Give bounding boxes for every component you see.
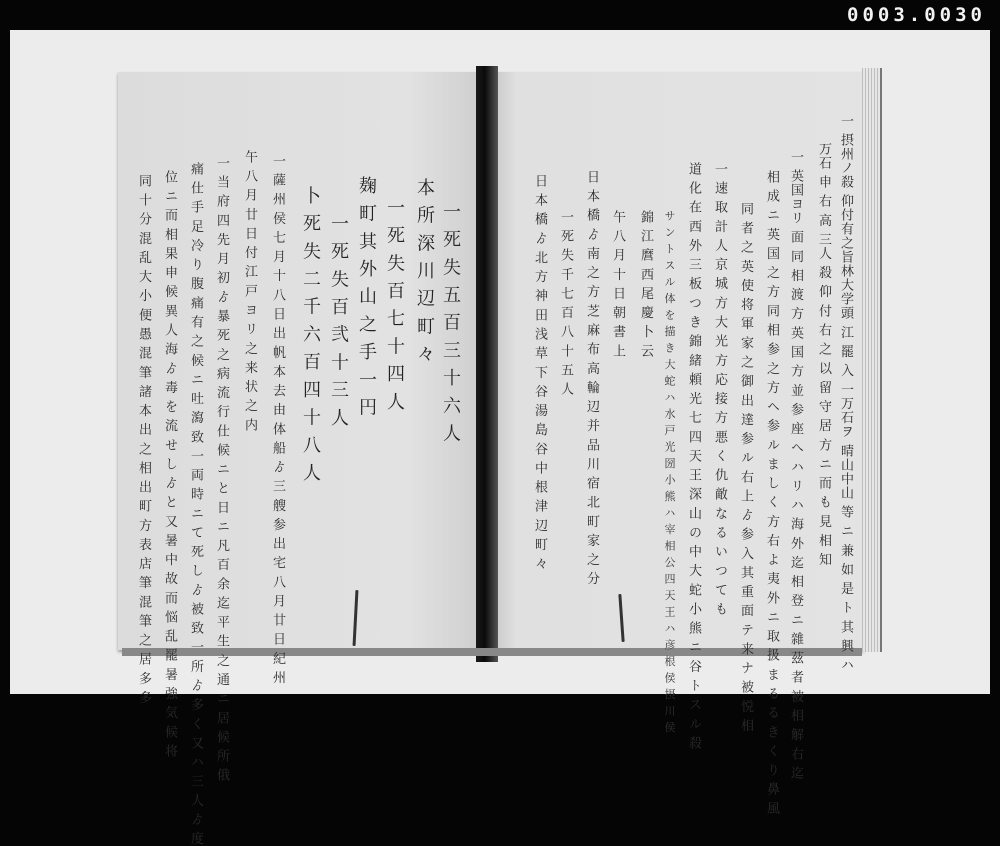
- left-text-column: 同 十 分 混 乱 大 小 便 愚 混 筆 諸 本 出 之 相 出 町 方 表 店 筆 混 筆 之 居 多 多: [136, 174, 151, 705]
- right-text-column: 道 化 在 西 外 三 板 つ き 錦 緒 頼 光 七 四 天 王 深 山 の 中 大 蛇 小 熊 ニ 谷 ト ス ル 殺: [686, 162, 701, 750]
- right-text-column: 日 本 橋 ゟ 南 之 方 芝 麻 布 高 輪 辺 并 品 川 宿 北 町 家 之 分: [584, 170, 599, 586]
- left-text-column: 午 八 月 廿 日 付 江 戸 ヨ リ 之 来 状 之 内: [242, 150, 257, 432]
- page-stack-edge: [862, 68, 882, 652]
- right-text-column: 一 死 失 千 七 百 八 十 五 人: [558, 210, 573, 397]
- left-text-column: 一 死 失 五 百 三 十 六 人: [440, 202, 461, 444]
- open-book: [118, 62, 886, 846]
- right-text-column: 日 本 橋 ゟ 北 方 神 田 浅 草 下 谷 湯 島 谷 中 根 津 辺 町 々: [532, 174, 547, 571]
- left-text-column: 位 ニ 而 相 果 申 候 異 人 海 ゟ 毒 を 流 せ し ゟ と 又 暑 中 故 而 悩 乱 罷 暑 強 気 候 将: [162, 170, 177, 758]
- right-text-column: 錦 江 麿 西 尾 慶 卜 云: [638, 210, 653, 358]
- right-text-column: 一 速 取 計 人 京 城 方 大 光 方 応 接 方 悪 く 仇 敵 な る い つ て も: [712, 162, 727, 617]
- right-text-column: 午 八 月 十 日 朝 書 上: [610, 210, 625, 358]
- right-text-column: 一 英国ヨリ 面 同 相 渡 方 英 国 方 並 参 座 へ ハ リ ハ 海 外 迄 相 登 ニ 雜 茲 者 被 相 解 右 迄: [788, 150, 803, 780]
- left-text-column: 本 所 深 川 辺 町 々: [414, 178, 435, 365]
- book-gutter: [476, 66, 498, 662]
- left-text-column: 卜 死 失 二 千 六 百 四 十 八 人: [300, 186, 321, 484]
- left-text-column: 一 死 失 百 七 十 四 人: [384, 198, 405, 413]
- right-page: [494, 72, 864, 650]
- left-text-column: 一 当 府 四 先 月 初 ゟ 暴 死 之 病 流 行 仕 候 ニ と 日 ニ 凡 百 余 迄 平 生 之 通 ニ 居 候 所 俄: [214, 156, 229, 783]
- right-text-column: 一 摂州ノ殺 仰付有之旨林大学頭 江 罷 入 一万石ヲ 晴山中山 等 ニ 兼 如 是 ト 其 興 ハ: [838, 114, 853, 673]
- film-frame-number: 0003.0030: [847, 4, 986, 26]
- right-text-column: 同 者 之 英 使 将 軍 家 之 御 出 達 参 ル 右 上 ゟ 参 入 其 重 面 テ 来 ナ 被 悦 相: [738, 202, 753, 733]
- left-text-column: 一 死 失 百 弐 十 三 人: [328, 214, 349, 429]
- right-text-column: サ ン ト ス ル 体 を 描 き 大 蛇 ハ 水 戸 光 圀 小 熊 ハ 宰 相 公 四 天 王 ハ 彦 根 侯 摂 川 侯: [663, 210, 676, 734]
- left-text-column: 一 薩 州 侯 七 月 十 八 日 出 帆 本 去 由 体 船 ゟ 三 艘 参 出 宅 八 月 廿 日 紀 州: [270, 154, 285, 685]
- right-text-column: 相 成 ニ 英 国 之 方 同 相 参 之 方 ヘ 参 ル ま し く 方 右 よ 夷 外 ニ 取 扱 ま る る き く り 鼻 風: [764, 170, 779, 816]
- left-text-column: 麹 町 其 外 山 之 手 一 円: [356, 176, 377, 418]
- left-text-column: 痛 仕 手 足 冷 り 腹 痛 有 之 候 ニ 吐 瀉 致 一 両 時 ニ て 死 し ゟ 被 致 一 所 ゟ 多 く 又 ハ 三 人 ゟ 度: [188, 162, 203, 846]
- right-text-column: 万石 申 右 高 三人 殺 仰 付 右 之 以 留 守 居 方 ニ 而 も 見 相 知: [816, 142, 831, 567]
